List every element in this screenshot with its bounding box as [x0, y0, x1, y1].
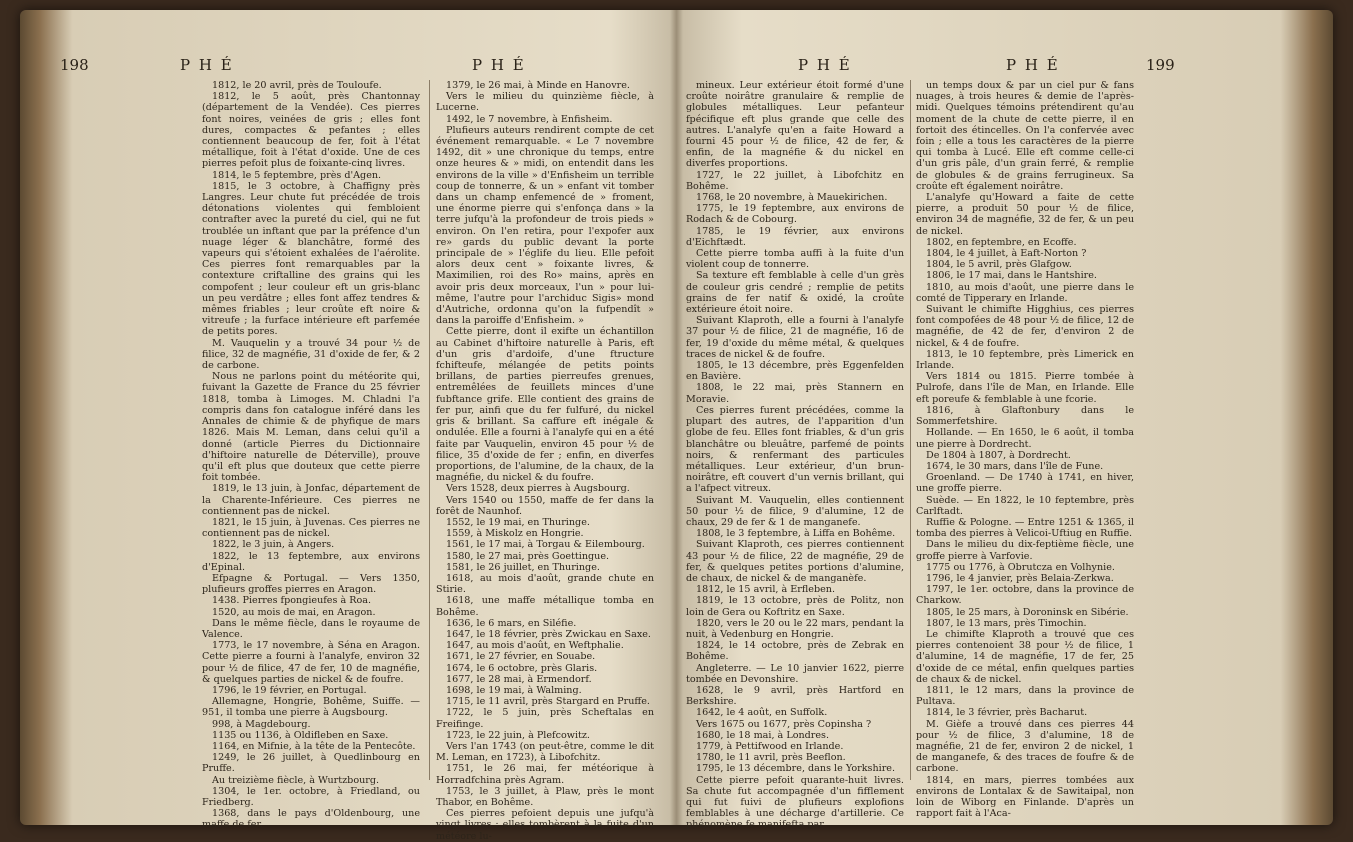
paragraph: 1561, le 17 mai, à Torgau & Eilembourg. — [446, 539, 645, 551]
paragraph: De 1804 à 1807, à Dordrecht. — [926, 449, 1071, 461]
paragraph: Ruffie & Pologne. — Entre 1251 & 1365, il tomba des pierres à Velicoi-Uftiug en Ruffie. — [916, 516, 1134, 540]
paragraph: 1819, le 13 octobre, près de Politz, non loin de Gera ou Koftritz en Saxe. — [686, 595, 904, 618]
paragraph: 1647, au mois d'août, en Weftphalie. — [446, 640, 624, 652]
paragraph: Plufieurs auteurs rendirent compte de cet événement remarquable. « Le 7 novembre 1492, dit » une chronique du temps, entre onze heures & » midi, on entendit dans les environs de la ville » d'Enfisheim un terrible coup de tonnerre, & un » enfant vit tomber dans un champ enfemencé de » froment, une énorme pierre qui s'enfonça dans » la terre jufqu'à la profondeur de trois pieds » environ. On l'en retira, pour l'expofer aux re» gards du public devant la porte principale de » l'églife du lieu. Elle pefoit alors deux cent » foixante livres, & Maximilien, roi des Ro» mains, après en avoir pris deux morceaux, l'un » pour lui-même, l'autre pour l'archiduc Sigis» mond d'Autriche, ordonna qu'on la fufpendît » dans la paroiffe d'Enfisheim. » — [436, 124, 654, 327]
paragraph: Hollande. — En 1650, le 6 août, il tomba une pierre à Dordrecht. — [916, 427, 1134, 450]
paragraph: 1824, le 14 octobre, près de Zebrak en Bohême. — [686, 640, 904, 663]
text-column — [916, 80, 1134, 820]
paragraph: Suède. — En 1822, le 10 feptembre, près Carlftadt. — [916, 494, 1134, 517]
paragraph: Le chimifte Klaproth a trouvé que ces pierres contenoient 38 pour ½ de filice, 1 d'alumine, 14 de magnéfie, 17 de fer, 25 d'oxide de ce métal, enfin quelques parties de chaux & de nickel. — [916, 628, 1134, 685]
paragraph: Ces pierres pefoient depuis une jufqu'à vingt livres ; elles tombèrent à la fuite d'un météore lu- — [436, 808, 654, 842]
running-header: P H É — [180, 56, 234, 74]
paragraph: 1618, au mois d'août, grande chute en Stirie. — [436, 572, 654, 596]
paragraph: 1628, le 9 avril, près Hartford en Berkshire. — [686, 684, 904, 708]
paragraph: 1802, en feptembre, en Ecoffe. — [926, 236, 1077, 248]
paragraph: 1805, le 25 mars, à Doroninsk en Sibérie. — [926, 606, 1129, 618]
paragraph: 1304, le 1er. octobre, à Friedland, ou Friedberg. — [202, 785, 420, 808]
paragraph: 1164, en Mifnie, à la tête de la Pentecôte. — [212, 740, 416, 752]
paragraph: M. Vauquelin y a trouvé 34 pour ½ de filice, 32 de magnéfie, 31 d'oxide de fer, & 2 de carbone. — [202, 337, 420, 372]
running-header: P H É — [472, 56, 526, 74]
paragraph: 1642, le 4 août, en Suffolk. — [696, 707, 828, 719]
paragraph: 1785, le 19 février, aux environs d'Eichftædt. — [686, 225, 904, 248]
paragraph: 1805, le 13 décembre, près Eggenfelden en Bavière. — [686, 360, 904, 383]
paragraph: 1810, au mois d'août, une pierre dans le comté de Tipperary en Irlande. — [916, 281, 1134, 304]
paragraph: 1795, le 13 décembre, dans le Yorkshire. — [696, 763, 896, 775]
right-page — [676, 10, 1333, 831]
paragraph: Au treizième fiècle, à Wurtzbourg. — [212, 774, 380, 786]
paragraph: Dans le même fiècle, dans le royaume de Valence. — [202, 617, 420, 640]
paragraph: 1814, le 5 feptembre, près d'Agen. — [212, 169, 382, 181]
paragraph: 1780, le 11 avril, près Beeflon. — [696, 752, 846, 764]
paragraph: 1581, le 26 juillet, en Thuringe. — [446, 561, 600, 573]
column-rule — [910, 80, 911, 780]
paragraph: 1368, dans le pays d'Oldenbourg, une maffe de fer. — [202, 808, 420, 831]
paragraph: 1815, le 3 octobre, à Chaffigny près Langres. Leur chute fut précédée de trois détonations violentes qui fembloient contrafter avec la pureté du ciel, qui ne fut troublée un inftant que par la préfence d'un nuage léger & blanchâtre, formé des vapeurs qui s'étoient exhalées de l'aérolite. Ces pierres font remarquables par la contexture criftalline des grains qui les compofent ; leur couleur eft un gris-blanc un peu verdâtre ; elles font affez tendres & mêmes friables ; leur croûte eft noire & vitreufe ; la furface intérieure eft parfemée de petits pores. — [202, 180, 420, 338]
paragraph: 1674, le 6 octobre, près Glaris. — [446, 662, 598, 674]
paragraph: Groenland. — De 1740 à 1741, en hiver, une groffe pierre. — [916, 472, 1134, 495]
paragraph: 1812, le 15 avril, à Erfleben. — [696, 584, 836, 596]
paragraph: Cette pierre tomba auffi à la fuite d'un violent coup de tonnerre. — [686, 248, 904, 271]
paragraph: 1727, le 22 juillet, à Libofchitz en Bohême. — [686, 169, 904, 192]
paragraph: 1822, le 13 feptembre, aux environs d'Epinal. — [202, 550, 420, 573]
paragraph: Vers 1540 ou 1550, maffe de fer dans la forêt de Naunhof. — [436, 494, 654, 517]
paragraph: 1751, le 26 mai, fer météorique à Horradfchina près Agram. — [436, 763, 654, 786]
paragraph: 1796, le 4 janvier, près Belaia-Zerkwa. — [926, 572, 1114, 584]
paragraph: 1775, le 19 feptembre, aux environs de Rodach & de Cobourg. — [686, 203, 904, 226]
paragraph: Vers le milieu du quinzième fiècle, à Lucerne. — [436, 91, 654, 114]
paragraph: 1723, le 22 juin, à Plefcowitz. — [446, 729, 590, 741]
paragraph: un temps doux & par un ciel pur & fans nuages, à trois heures & demie de l'après-midi. Quelques témoins prétendirent qu'au moment de la chute de cette pierre, il en fortoit des étincelles. On l'a confervée avec foin ; elle a tous les caractères de la pierre qui tomba à Lucé. Elle eft comme celle-ci d'un gris pâle, d'un grain ferré, & remplie de globules & de grains ferrugineux. Sa croûte eft également noirâtre. — [916, 80, 1134, 192]
paragraph: Vers 1675 ou 1677, près Copinsha ? — [696, 718, 872, 730]
paragraph: mineux. Leur extérieur étoit formé d'une croûte noirâtre granulaire & remplie de globules métalliques. Leur pefanteur fpécifique eft plus grande que celle des autres. L'analyfe qu'en a faite Howard a fourni 45 pour ½ de filice, 42 de fer, & enfin, de la magnéfie & du nickel en diverfes proportions. — [686, 80, 904, 170]
paragraph: 1806, le 17 mai, dans le Hantshire. — [926, 270, 1097, 282]
paragraph: 1520, au mois de mai, en Aragon. — [212, 606, 376, 618]
paragraph: 998, à Magdebourg. — [212, 718, 311, 730]
paragraph: 1812, le 5 août, près Chantonnay (département de la Vendée). Ces pierres font noires, veinées de gris ; elles font dures, compactes & pefantes ; elles contiennent beaucoup de fer, foit à l'état métallique, foit à l'état d'oxide. Une de ces pierres pefoit plus de foixante-cinq livres. — [202, 91, 420, 170]
paragraph: 1819, le 13 juin, à Jonfac, département de la Charente-Inférieure. Ces pierres ne contiennent pas de nickel. — [202, 483, 420, 517]
paragraph: Vers 1528, deux pierres à Augsbourg. — [446, 483, 630, 495]
paragraph: Suivant Klaproth, ces pierres contiennent 43 pour ½ de filice, 22 de magnéfie, 29 de fer, & quelques petites portions d'alumine, de chaux, de nickel & de manganèfe. — [686, 539, 904, 584]
paragraph: Suivant le chimifte Higghius, ces pierres font compofées de 48 pour ½ de filice, 12 de magnéfie, de 42 de fer, d'environ 2 de nickel, & 4 de foufre. — [916, 304, 1134, 349]
text-column — [436, 80, 655, 842]
paragraph: Suivant Klaproth, elle a fourni à l'analyfe 37 pour ½ de filice, 21 de magnéfie, 16 de fer, 19 d'oxide du même métal, & quelques traces de nickel & de foufre. — [686, 315, 904, 360]
paragraph: 1796, le 19 février, en Portugal. — [212, 684, 367, 696]
paragraph: 1779, à Pettifwood en Irlande. — [696, 740, 844, 752]
paragraph: 1773, le 17 novembre, à Séna en Aragon. Cette pierre a fourni à l'analyfe, environ 32 pour ½ de filice, 47 de fer, 10 de magnéfie, & quelques parties de nickel & de foufre. — [202, 640, 420, 685]
paragraph: Dans le milieu du dix-feptième fiècle, une groffe pierre à Varfovie. — [916, 539, 1134, 562]
paragraph: 1821, le 15 juin, à Juvenas. Ces pierres ne contiennent pas de nickel. — [202, 516, 420, 540]
paragraph: 1820, vers le 20 ou le 22 mars, pendant la nuit, à Vedenburg en Hongrie. — [686, 617, 904, 640]
paragraph: 1135 ou 1136, à Oldifleben en Saxe. — [212, 729, 389, 741]
paragraph: 1559, à Miskolz en Hongrie. — [446, 528, 584, 540]
paragraph: 1636, le 6 mars, en Siléfie. — [446, 617, 577, 629]
text-column — [202, 80, 420, 831]
page-number-right: 199 — [1146, 56, 1175, 74]
paragraph: 1814, en mars, pierres tombées aux environs de Lontalax & de Sawitaipal, non loin de Wiborg en Finlande. D'après un rapport fait à l'Aca- — [916, 774, 1134, 820]
paragraph: Allemagne, Hongrie, Bohême, Suiffe. — 951, il tomba une pierre à Augsbourg. — [202, 696, 420, 719]
paragraph: 1811, le 12 mars, dans la province de Pultava. — [916, 684, 1134, 708]
paragraph: 1775 ou 1776, à Obrutcza en Volhynie. — [926, 561, 1115, 573]
paragraph: 1816, à Glaftonbury dans le Sommerfetshire. — [916, 404, 1134, 428]
paragraph: L'analyfe qu'Howard a faite de cette pierre, a produit 50 pour ½ de filice, environ 34 de magnéfie, 32 de fer, & un peu de nickel. — [916, 192, 1134, 237]
paragraph: 1808, le 22 mai, près Stannern en Moravie. — [686, 382, 904, 405]
left-page — [20, 10, 676, 842]
paragraph: 1812, le 20 avril, près de Touloufe. — [212, 80, 382, 91]
paragraph: Vers 1814 ou 1815. Pierre tombée à Pulrofe, dans l'île de Man, en Irlande. Elle eft poreufe & femblable à une fcorie. — [916, 371, 1134, 405]
paragraph: M. Gièfe a trouvé dans ces pierres 44 pour ½ de filice, 3 d'alumine, 18 de magnéfie, 21 de fer, environ 2 de nickel, 1 de manganefe, & des traces de foufre & de carbone. — [916, 718, 1134, 775]
paragraph: 1753, le 3 juillet, à Plaw, près le mont Thabor, en Bohême. — [436, 785, 654, 808]
paragraph: 1438. Pierres fpongieufes à Roa. — [212, 595, 371, 607]
paragraph: Sa texture eft femblable à celle d'un grès de couleur gris cendré ; remplie de petits grains de fer natif & oxidé, la croûte extérieure étoit noire. — [686, 270, 904, 316]
paragraph: 1671, le 27 février, en Souabe. — [446, 651, 596, 663]
open-book — [20, 10, 1333, 842]
column-rule — [429, 80, 430, 780]
running-header: P H É — [1006, 56, 1060, 74]
paragraph: Ces pierres furent précédées, comme la plupart des autres, de l'apparition d'un globe de feu. Elles font friables, & d'un gris blanchâtre ou bleuâtre, parfemé de points noirs, & renfermant des particules métalliques. Leur extérieur, d'un brun-noirâtre, eft couvert d'un vernis brillant, qui a l'afpect vitreux. — [686, 404, 904, 495]
paragraph: 1249, le 26 juillet, à Quedlinbourg en Pruffe. — [202, 752, 420, 775]
paragraph: 1580, le 27 mai, près Goettingue. — [446, 550, 610, 562]
paragraph: 1814, le 3 février, près Bacharut. — [926, 707, 1088, 719]
paragraph: 1677, le 28 mai, à Ermendorf. — [446, 673, 592, 685]
running-header: P H É — [798, 56, 852, 74]
paragraph: 1822, le 3 juin, à Angers. — [212, 539, 335, 551]
paragraph: 1674, le 30 mars, dans l'île de Fune. — [926, 460, 1104, 472]
paragraph: 1804, le 5 avril, près Glafgow. — [926, 259, 1072, 271]
paragraph: 1797, le 1er. octobre, dans la province de Charkow. — [916, 584, 1134, 607]
paragraph: Cette pierre, dont il exifte un échantillon au Cabinet d'hiftoire naturelle à Paris, eft d'un gris d'ardoife, d'une ftructure fchifteufe, mélangée de petits points brillans, de parties pierreufes grenues, entremêlées de feuillets minces d'une fubftance grife. Elle contient des grains de fer pur, ainfi que du fer fulfuré, du nickel gris & brillant. Sa caffure eft inégale & ondulée. Elle a fourni à l'analyfe qui en a été faite par Vauquelin, environ 45 pour ½ de filice, 35 d'oxide de fer ; enfin, en diverfes proportions, de l'alumine, de la chaux, de la magnéfie, du nickel & du foufre. — [436, 326, 655, 484]
page-number-left: 198 — [60, 56, 89, 74]
paragraph: 1808, le 3 feptembre, à Liffa en Bohême. — [696, 528, 896, 540]
paragraph: 1552, le 19 mai, en Thuringe. — [446, 516, 590, 528]
paragraph: Suivant M. Vauquelin, elles contiennent 50 pour ½ de filice, 9 d'alumine, 12 de chaux, 29 de fer & 1 de manganefe. — [686, 494, 904, 528]
paragraph: 1768, le 20 novembre, à Mauekirichen. — [696, 192, 888, 204]
paragraph: Cette pierre pefoit quarante-huit livres. Sa chute fut accompagnée d'un fifflement qui fut fuivi de plufieurs explofions femblables à une décharge d'artillerie. Ce phénomène fe manifefta par — [686, 774, 904, 831]
text-column — [686, 80, 904, 831]
paragraph: 1680, le 18 mai, à Londres. — [696, 729, 830, 741]
paragraph: Angleterre. — Le 10 janvier 1622, pierre tombée en Devonshire. — [686, 662, 904, 685]
paragraph: 1804, le 4 juillet, à Eaft-Norton ? — [926, 248, 1087, 260]
paragraph: 1698, le 19 mai, à Walming. — [446, 684, 582, 696]
paragraph: 1492, le 7 novembre, à Enfisheim. — [446, 113, 613, 125]
paragraph: 1618, une maffe métallique tomba en Bohême. — [436, 595, 654, 618]
paragraph: 1722, le 5 juin, près Scheftalas en Freifinge. — [436, 707, 654, 730]
paragraph: 1807, le 13 mars, près Timochin. — [926, 617, 1087, 629]
paragraph: Vers l'an 1743 (on peut-être, comme le dit M. Leman, en 1723), à Libofchitz. — [436, 740, 654, 764]
paragraph: Nous ne parlons point du météorite qui, fuivant la Gazette de France du 25 février 1818, tomba à Limoges. M. Chladni l'a compris dans fon catalogue inféré dans les Annales de chimie & de phyfique de mars 1826. Mais M. Leman, dans celui qu'il a donné (article Pierres du Dictionnaire d'hiftoire naturelle de Déterville), prouve qu'il eft plus que douteux que cette pierre foit tombée. — [202, 371, 420, 484]
paragraph: 1715, le 11 avril, près Stargard en Pruffe. — [446, 696, 650, 708]
paragraph: 1379, le 26 mai, à Minde en Hanovre. — [446, 80, 630, 91]
paragraph: Efpagne & Portugal. — Vers 1350, plufieurs groffes pierres en Aragon. — [202, 572, 420, 596]
paragraph: 1813, le 10 feptembre, près Limerick en Irlande. — [916, 348, 1134, 372]
paragraph: 1647, le 18 février, près Zwickau en Saxe. — [446, 628, 651, 640]
